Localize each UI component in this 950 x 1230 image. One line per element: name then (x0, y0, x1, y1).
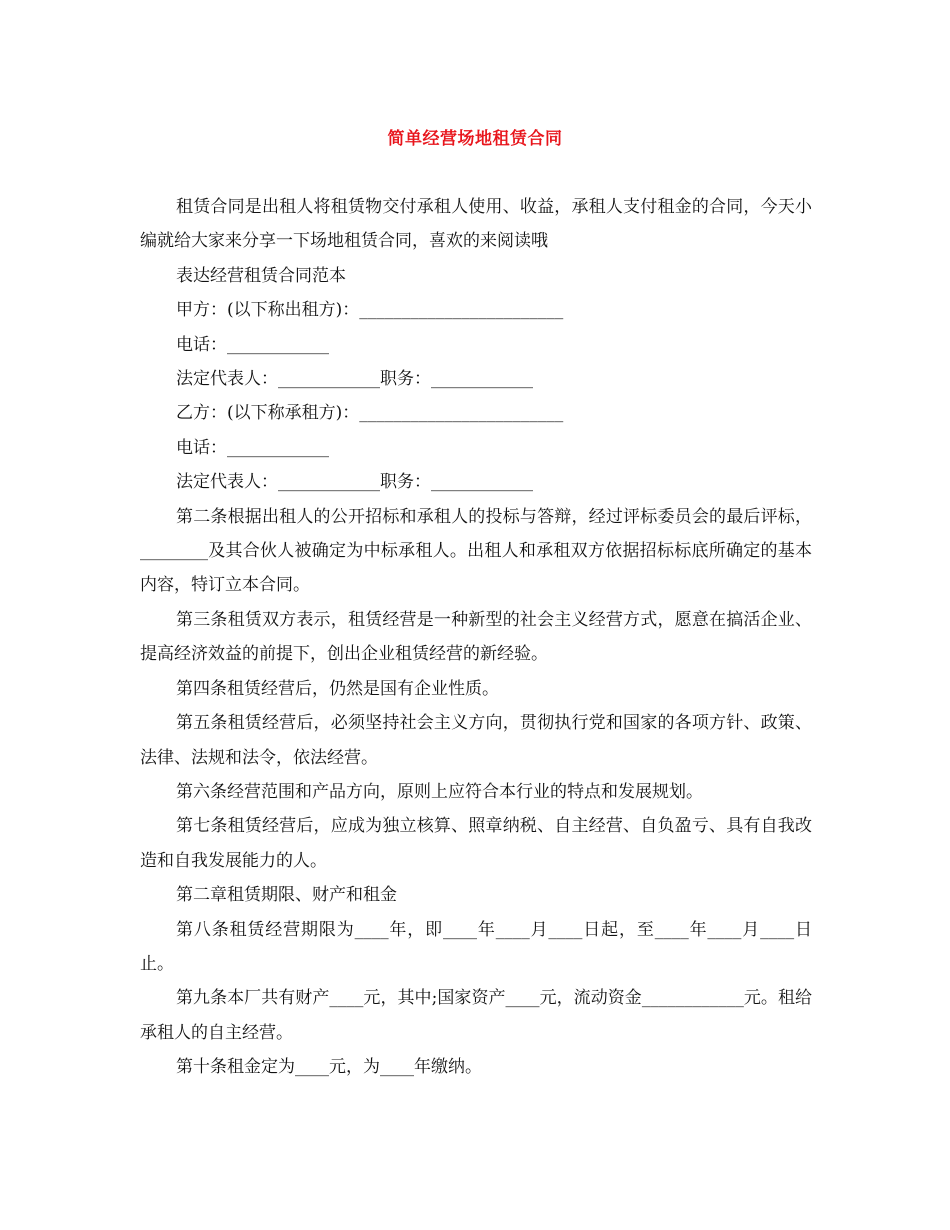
article-10-paragraph: 第十条租金定为____元，为____年缴纳。 (176, 1057, 482, 1078)
party-b-line: 乙方：(以下称承租方)：________________________ (176, 403, 564, 424)
party-a-line: 甲方：(以下称出租方)：________________________ (176, 300, 564, 321)
article-4-paragraph: 第四条租赁经营后，仍然是国有企业性质。 (176, 678, 499, 699)
intro-paragraph: 租赁合同是出租人将租赁物交付承租人使用、收益，承租人支付租金的合同，今天小编就给大家来分享一下场地租赁合同，喜欢的来阅读哦 (140, 197, 812, 252)
article-2-paragraph: 第二条根据出租人的公开招标和承租人的投标与答辩，经过评标委员会的最后评标，________及其合伙人被确定为中标承租人。出租人和承租双方依据招标标底所确定的基本内容，特订立本合同。 (140, 506, 812, 596)
party-a-phone-line: 电话：____________ (176, 334, 329, 355)
article-8-paragraph: 第八条租赁经营期限为____年，即____年____月____日起，至____年____月____日止。 (140, 919, 812, 974)
party-b-representative-line: 法定代表人：____________职务：____________ (176, 472, 533, 493)
article-6-paragraph: 第六条经营范围和产品方向，原则上应符合本行业的特点和发展规划。 (176, 781, 703, 802)
template-heading: 表达经营租赁合同范本 (176, 265, 346, 286)
article-7-paragraph: 第七条租赁经营后，应成为独立核算、照章纳税、自主经营、自负盈亏、具有自我改造和自我发展能力的人。 (140, 816, 812, 871)
article-9-paragraph: 第九条本厂共有财产____元，其中;国家资产____元，流动资金____________元。租给承租人的自主经营。 (140, 988, 812, 1043)
document-title: 简单经营场地租赁合同 (387, 129, 563, 149)
chapter-2-heading: 第二章租赁期限、财产和租金 (176, 885, 397, 906)
party-b-phone-line: 电话：____________ (176, 437, 329, 458)
article-5-paragraph: 第五条租赁经营后，必须坚持社会主义方向，贯彻执行党和国家的各项方针、政策、法律、法规和法令，依法经营。 (140, 713, 812, 768)
document-body (140, 190, 812, 1085)
party-a-representative-line: 法定代表人：____________职务：____________ (176, 369, 533, 390)
article-3-paragraph: 第三条租赁双方表示，租赁经营是一种新型的社会主义经营方式，愿意在搞活企业、提高经济效益的前提下，创出企业租赁经营的新经验。 (140, 609, 812, 665)
